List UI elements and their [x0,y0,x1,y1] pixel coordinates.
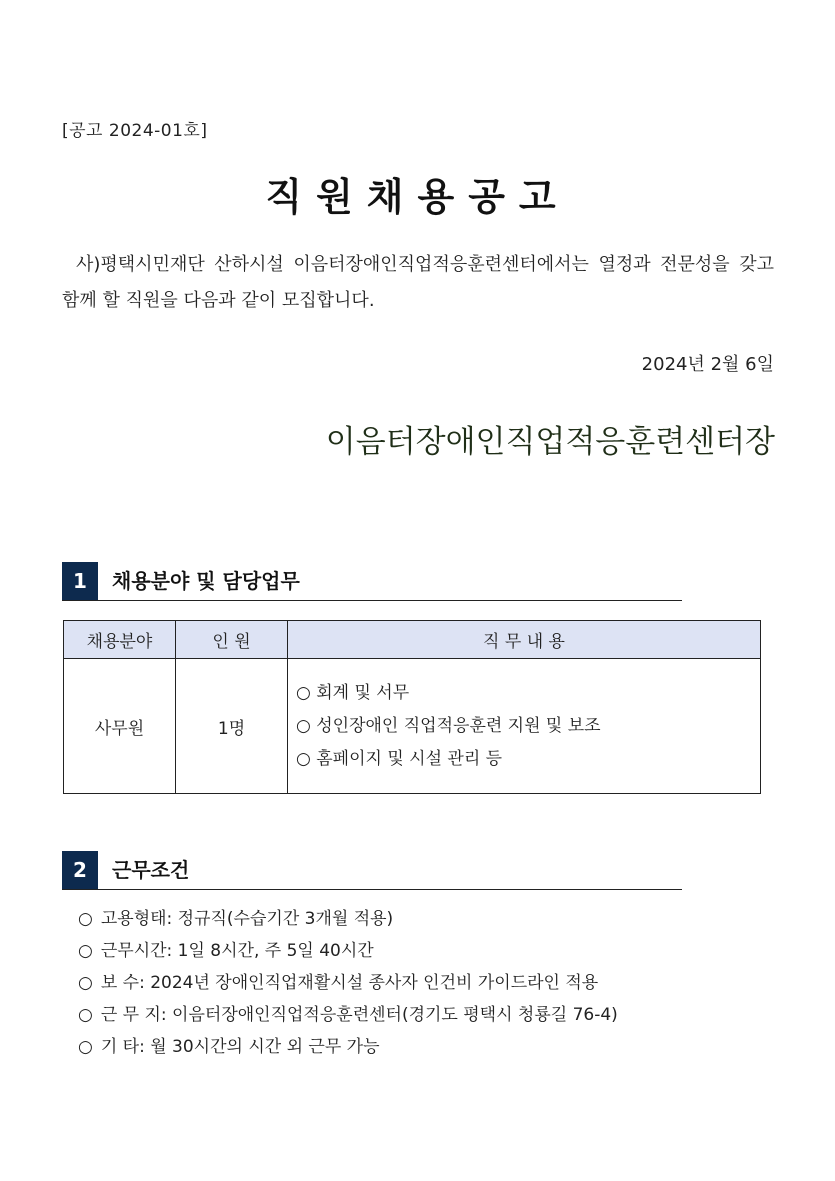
header-duties: 직 무 내 용 [288,621,761,659]
circle-bullet-icon: ○ [78,1005,93,1025]
condition-work-hours: 근무시간: 1일 8시간, 주 5일 40시간 [100,941,374,961]
organization-signature: 이음터장애인직업적응훈련센터장 [325,424,775,460]
job-count: 1명 [176,659,288,794]
circle-bullet-icon: ○ [78,1037,93,1057]
duty-item: ○ 홈페이지 및 시설 관리 등 [296,748,503,769]
condition-workplace: 근 무 지: 이음터장애인직업적응훈련센터(경기도 평택시 청룡길 76-4) [100,1005,618,1025]
circle-bullet-icon: ○ [78,941,93,961]
list-item [78,999,618,1031]
section-1-title: 채용분야 및 담당업무 [112,569,300,593]
list-item [78,935,618,967]
condition-employment-type: 고용형태: 정규직(수습기간 3개월 적용) [100,909,394,929]
header-field: 채용분야 [64,621,176,659]
section-2-title: 근무조건 [112,858,190,882]
table-header-row [64,621,761,659]
page-title: 직원채용공고 [265,175,570,219]
section-2-number: 2 [62,851,98,889]
intro-paragraph: 사)평택시민재단 산하시설 이음터장애인직업적응훈련센터에서는 열정과 전문성을 갖고 함께 할 직원을 다음과 같이 모집합니다. [62,254,774,311]
condition-other: 기 타: 월 30시간의 시간 외 근무 가능 [100,1037,380,1057]
table-row [64,659,761,794]
condition-salary: 보 수: 2024년 장애인직업재활시설 종사자 인건비 가이드라인 적용 [100,973,599,993]
list-item [78,967,618,999]
list-item [78,1031,618,1063]
section-1-number: 1 [62,562,98,600]
notice-date: 2024년 2월 6일 [641,354,774,375]
job-field: 사무원 [64,659,176,794]
circle-bullet-icon: ○ [78,973,93,993]
notice-number: [공고 2024-01호] [62,121,208,141]
section-2-heading [62,851,682,890]
work-conditions-list [78,903,618,1063]
jobs-table [63,620,761,794]
circle-bullet-icon: ○ [78,909,93,929]
list-item [78,903,618,935]
duty-item: ○ 성인장애인 직업적응훈련 지원 및 보조 [296,715,601,736]
job-duties [288,659,761,794]
header-count: 인 원 [176,621,288,659]
section-1-heading [62,562,682,601]
duty-item: ○ 회계 및 서무 [296,682,410,703]
